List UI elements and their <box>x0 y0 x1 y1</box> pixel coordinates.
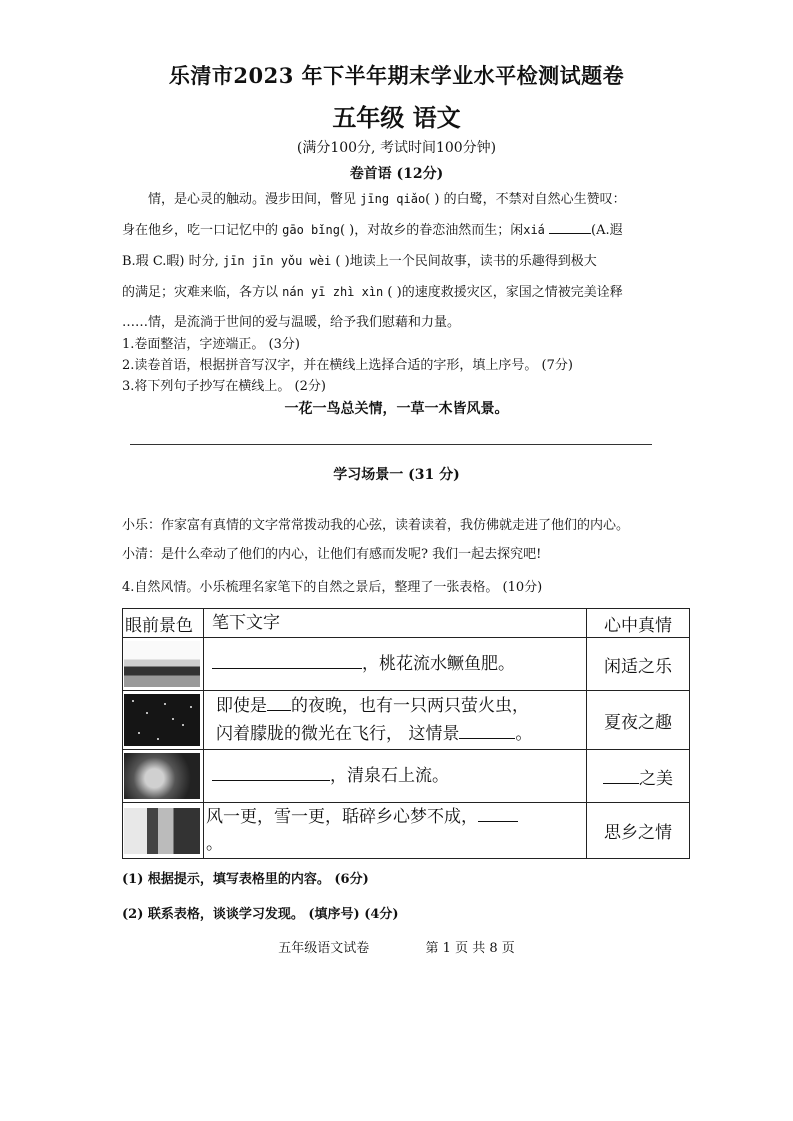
copy-line[interactable] <box>130 444 652 445</box>
landscape-image <box>124 641 200 687</box>
header-feeling: 心中真情 <box>587 609 690 638</box>
text: 之美 <box>639 768 673 789</box>
scene-cell <box>123 750 204 803</box>
subquestion-2: (2) 联系表格，谈谈学习发现。 (填序号) (4分) <box>122 907 399 922</box>
answer-blank[interactable] <box>478 803 518 822</box>
text: ( )地读上一个民间故事，读书的乐趣得到极大 <box>331 254 597 269</box>
subquestion-1: (1) 根据提示，填写表格里的内容。 (6分) <box>122 872 369 887</box>
text-line <box>216 720 586 748</box>
text: ( )的速度救援灾区，家国之情被完美诠释 <box>383 285 623 300</box>
answer-blank[interactable] <box>212 650 362 669</box>
text-line <box>206 803 586 831</box>
text: ，清泉石上流。 <box>330 766 449 786</box>
text-line: 。 <box>206 834 223 854</box>
footer-title: 五年级语文试卷 <box>278 941 370 956</box>
text: ，桃花流水鳜鱼肥。 <box>362 654 515 674</box>
text-cell <box>204 691 587 750</box>
text: 的满足；灾难来临，各方以 <box>122 285 283 300</box>
table-row <box>123 750 690 803</box>
snow-night-image <box>124 808 200 854</box>
text: ( ) 的白鹭，不禁对自然心生赞叹： <box>425 192 626 207</box>
header-text: 笔下文字 <box>204 609 587 638</box>
preface-line-3 <box>122 246 687 277</box>
preface-line-5: ……情，是流淌于世间的爱与温暖，给予我们慰藉和力量。 <box>122 315 461 330</box>
pinyin: jīn jīn yǒu wèi <box>222 254 332 268</box>
scene1-heading: 学习场景一 (31 分) <box>333 467 460 483</box>
text: B.瑕 C.暇) 时分, <box>122 254 223 269</box>
answer-blank[interactable] <box>267 692 291 711</box>
answer-blank[interactable] <box>549 219 591 234</box>
preface-heading: 卷首语 (12分) <box>349 166 444 182</box>
text: 的夜晚，也有一只两只萤火虫， <box>291 696 529 716</box>
preface-line-1 <box>122 184 687 215</box>
scene-cell <box>123 638 204 691</box>
dialog-xiaole: 小乐：作家富有真情的文字常常拨动我的心弦，读着读着，我仿佛就走进了他们的内心。 <box>122 518 630 533</box>
answer-blank[interactable] <box>459 720 515 739</box>
grade-subject: 五年级 语文 <box>332 103 461 132</box>
motto-sentence: 一花一鸟总关情，一草一木皆风景。 <box>284 401 509 417</box>
pinyin: jīng qiǎo <box>360 192 426 206</box>
feeling-cell: 思乡之情 <box>587 803 690 859</box>
pinyin: xiá <box>523 223 545 237</box>
text-line <box>216 692 586 720</box>
spring-rock-image <box>124 753 200 799</box>
header-scene: 眼前景色 <box>123 609 204 638</box>
preface-line-2 <box>122 215 687 246</box>
text-cell <box>204 803 587 859</box>
table-row <box>123 638 690 691</box>
pinyin: nán yī zhì xìn <box>282 285 384 299</box>
feeling-cell: 夏夜之趣 <box>587 691 690 750</box>
answer-blank[interactable] <box>603 765 639 784</box>
preface-paragraph <box>122 184 687 338</box>
answer-blank[interactable] <box>212 762 330 781</box>
text: 。 <box>515 724 533 744</box>
pinyin: gāo bǐng <box>282 223 340 237</box>
text: 闪着朦胧的微光在飞行， 这情景 <box>216 724 460 744</box>
table-header-row <box>123 609 690 638</box>
feeling-cell <box>587 750 690 803</box>
text-cell <box>204 638 587 691</box>
text-cell <box>204 750 587 803</box>
nature-table <box>122 608 690 859</box>
table-row <box>123 691 690 750</box>
question-3: 3.将下列句子抄写在横线上。 (2分) <box>122 379 326 394</box>
scene-cell <box>123 691 204 750</box>
page-number: 第 1 页 共 8 页 <box>425 941 515 956</box>
text: 风一更，雪一更，聒碎乡心梦不成， <box>206 807 478 827</box>
text: 即使是 <box>216 696 267 716</box>
exam-info: (满分100分, 考试时间100分钟) <box>296 140 497 156</box>
text: ( )，对故乡的眷恋油然而生；闲 <box>339 223 524 238</box>
question-4: 4.自然风情。小乐梳理名家笔下的自然之景后，整理了一张表格。 (10分) <box>122 580 543 595</box>
fireflies-image <box>124 694 200 746</box>
text: 身在他乡，吃一口记忆中的 <box>122 223 283 238</box>
page-footer <box>0 937 793 956</box>
scene-cell <box>123 803 204 859</box>
preface-line-4 <box>122 277 687 308</box>
table-row <box>123 803 690 859</box>
feeling-cell: 闲适之乐 <box>587 638 690 691</box>
text: (A.遐 <box>591 223 623 238</box>
dialog-xiaoqing: 小清：是什么牵动了他们的内心，让他们有感而发呢? 我们一起去探究吧! <box>122 547 542 562</box>
exam-title: 乐清市2023 年下半年期末学业水平检测试题卷 <box>168 63 625 88</box>
question-2: 2.读卷首语，根据拼音写汉字，并在横线上选择合适的字形，填上序号。 (7分) <box>122 358 573 373</box>
text: 情，是心灵的触动。漫步田间，瞥见 <box>148 192 361 207</box>
question-1: 1.卷面整洁，字迹端正。 (3分) <box>122 337 300 352</box>
